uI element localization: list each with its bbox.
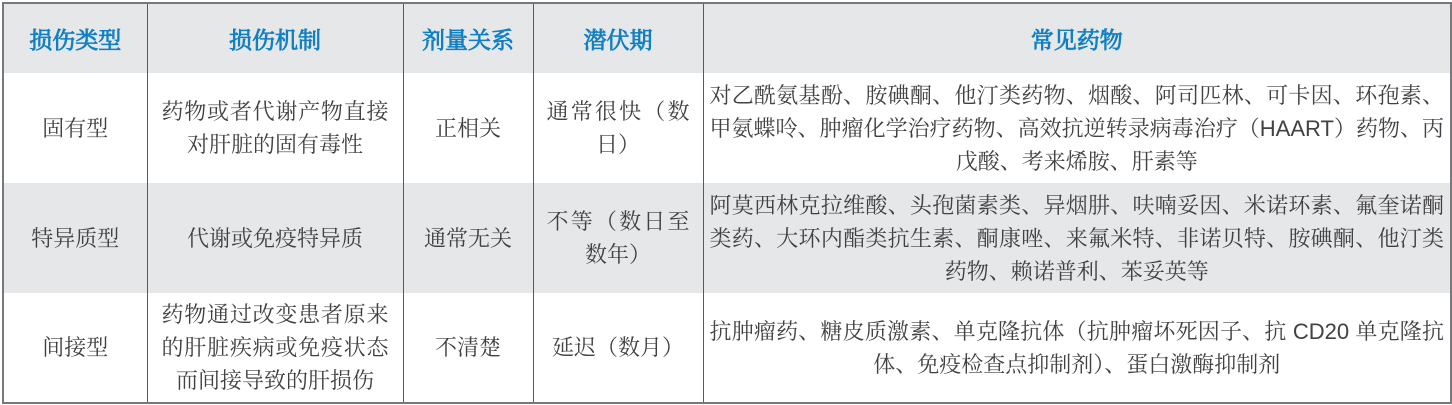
column-header-dose-relation: 剂量关系 xyxy=(403,3,533,73)
table-row-idiosyncratic xyxy=(3,183,1451,293)
cell-common-drugs: 阿莫西林克拉维酸、头孢菌素类、异烟肼、呋喃妥因、米诺环素、氟奎诺酮类药、大环内酯类抗生素、酮康唑、来氟米特、非诺贝特、胺碘酮、他汀类药物、赖诺普利、苯妥英等 xyxy=(703,183,1451,293)
cell-dose-relation: 通常无关 xyxy=(403,183,533,293)
cell-mechanism: 药物通过改变患者原来的肝脏疾病或免疫状态而间接导致的肝损伤 xyxy=(147,293,403,403)
cell-common-drugs: 对乙酰氨基酚、胺碘酮、他汀类药物、烟酸、阿司匹林、可卡因、环孢素、甲氨蝶呤、肿瘤化学治疗药物、高效抗逆转录病毒治疗（HAART）药物、丙戊酸、考来烯胺、肝素等 xyxy=(703,73,1451,183)
cell-latency: 通常很快（数日） xyxy=(533,73,703,183)
cell-mechanism: 代谢或免疫特异质 xyxy=(147,183,403,293)
column-header-latency: 潜伏期 xyxy=(533,3,703,73)
cell-injury-type: 特异质型 xyxy=(31,225,120,251)
cell-injury-type: 间接型 xyxy=(42,335,109,360)
liver-injury-types-table xyxy=(2,2,1452,404)
cell-dose-relation: 不清楚 xyxy=(403,293,533,403)
table-row-intrinsic xyxy=(3,73,1451,183)
table-row-indirect xyxy=(3,293,1451,403)
cell-mechanism: 药物或者代谢产物直接对肝脏的固有毒性 xyxy=(147,73,403,183)
cell-dose-relation: 正相关 xyxy=(403,73,533,183)
column-header-common-drugs: 常见药物 xyxy=(703,3,1451,73)
cell-latency: 延迟（数月） xyxy=(533,293,703,403)
cell-common-drugs: 抗肿瘤药、糖皮质激素、单克隆抗体（抗肿瘤坏死因子、抗 CD20 单克隆抗体、免疫检查点抑制剂）、蛋白激酶抑制剂 xyxy=(703,293,1451,403)
column-header-mechanism: 损伤机制 xyxy=(147,3,403,73)
cell-latency: 不等（数日至数年） xyxy=(533,183,703,293)
cell-injury-type: 固有型 xyxy=(42,115,109,141)
column-header-injury-type: 损伤类型 xyxy=(3,3,147,73)
header-row xyxy=(3,3,1451,73)
